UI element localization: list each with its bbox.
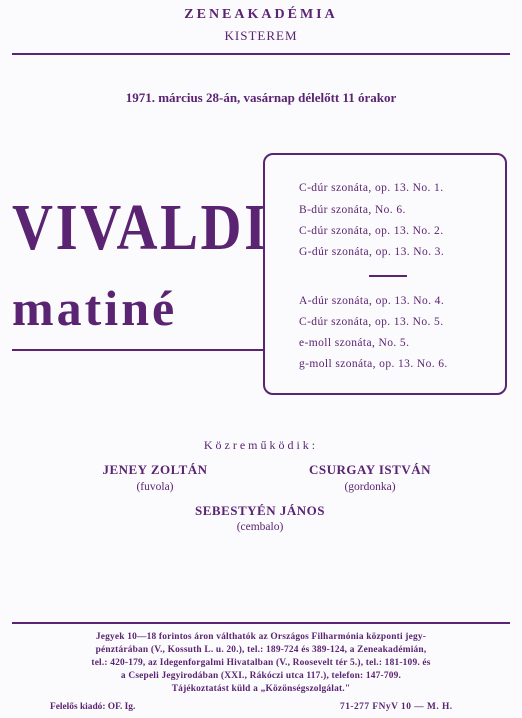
performer-name: SEBESTYÉN JÁNOS — [195, 503, 325, 518]
program-box — [263, 153, 507, 395]
program-item: g-moll szonáta, op. 13. No. 6. — [299, 358, 448, 370]
program-item: C-dúr szonáta, op. 13. No. 1. — [299, 182, 444, 194]
performer-name: CSURGAY ISTVÁN — [309, 462, 431, 477]
title-main: VIVALDI — [12, 191, 269, 264]
performer-instrument: (fuvola) — [136, 481, 174, 493]
program-item: G-dúr szonáta, op. 13. No. 3. — [299, 246, 445, 258]
ticket-info-line: a Csepeli Jegyirodában (XXI., Rákóczi utca 117.), telefon: 147-709. — [120, 671, 402, 681]
program-item: C-dúr szonáta, op. 13. No. 5. — [299, 316, 444, 328]
ticket-info-line: tel.: 420-179, az Idegenforgalmi Hivatalban (V., Roosevelt tér 5.), tel.: 181-109. és — [91, 658, 431, 668]
top-divider — [12, 53, 510, 55]
publisher: Felelős kiadó: OF. Ig. — [50, 702, 136, 712]
footer-divider — [12, 622, 510, 624]
program-divider — [369, 275, 407, 277]
print-code: 71-277 FNyV 10 — M. H. — [340, 702, 453, 712]
performer-name: JENEY ZOLTÁN — [102, 462, 208, 477]
performer-instrument: (gordonka) — [344, 481, 396, 493]
venue-hall: KISTEREM — [224, 28, 298, 43]
ticket-info — [20, 631, 502, 696]
program-item: A-dúr szonáta, op. 13. No. 4. — [299, 295, 445, 307]
program-item: C-dúr szonáta, op. 13. No. 2. — [299, 225, 444, 237]
program-item: e-moll szonáta, No. 5. — [299, 337, 410, 349]
ticket-info-line: pénztárában (V., Kossuth L. u. 20.), tel.: 189-724 és 389-124, a Zeneakadémián, — [95, 645, 427, 655]
ticket-info-line: Tájékoztatást küld a „Közönségszolgálat." — [171, 684, 351, 694]
performer-instrument: (cembalo) — [236, 521, 284, 533]
venue-name: ZENEAKADÉMIA — [184, 7, 338, 22]
ticket-info-line: Jegyek 10—18 forintos áron válthatók az Országos Filharmónia központi jegy- — [95, 632, 427, 642]
title-divider — [12, 349, 263, 351]
concert-date: 1971. március 28-án, vasárnap délelőtt 11 órakor — [125, 90, 397, 105]
title-sub: matiné — [12, 280, 178, 336]
performers-label: Közreműködik: — [203, 438, 319, 452]
program-item: B-dúr szonáta, No. 6. — [299, 204, 406, 216]
